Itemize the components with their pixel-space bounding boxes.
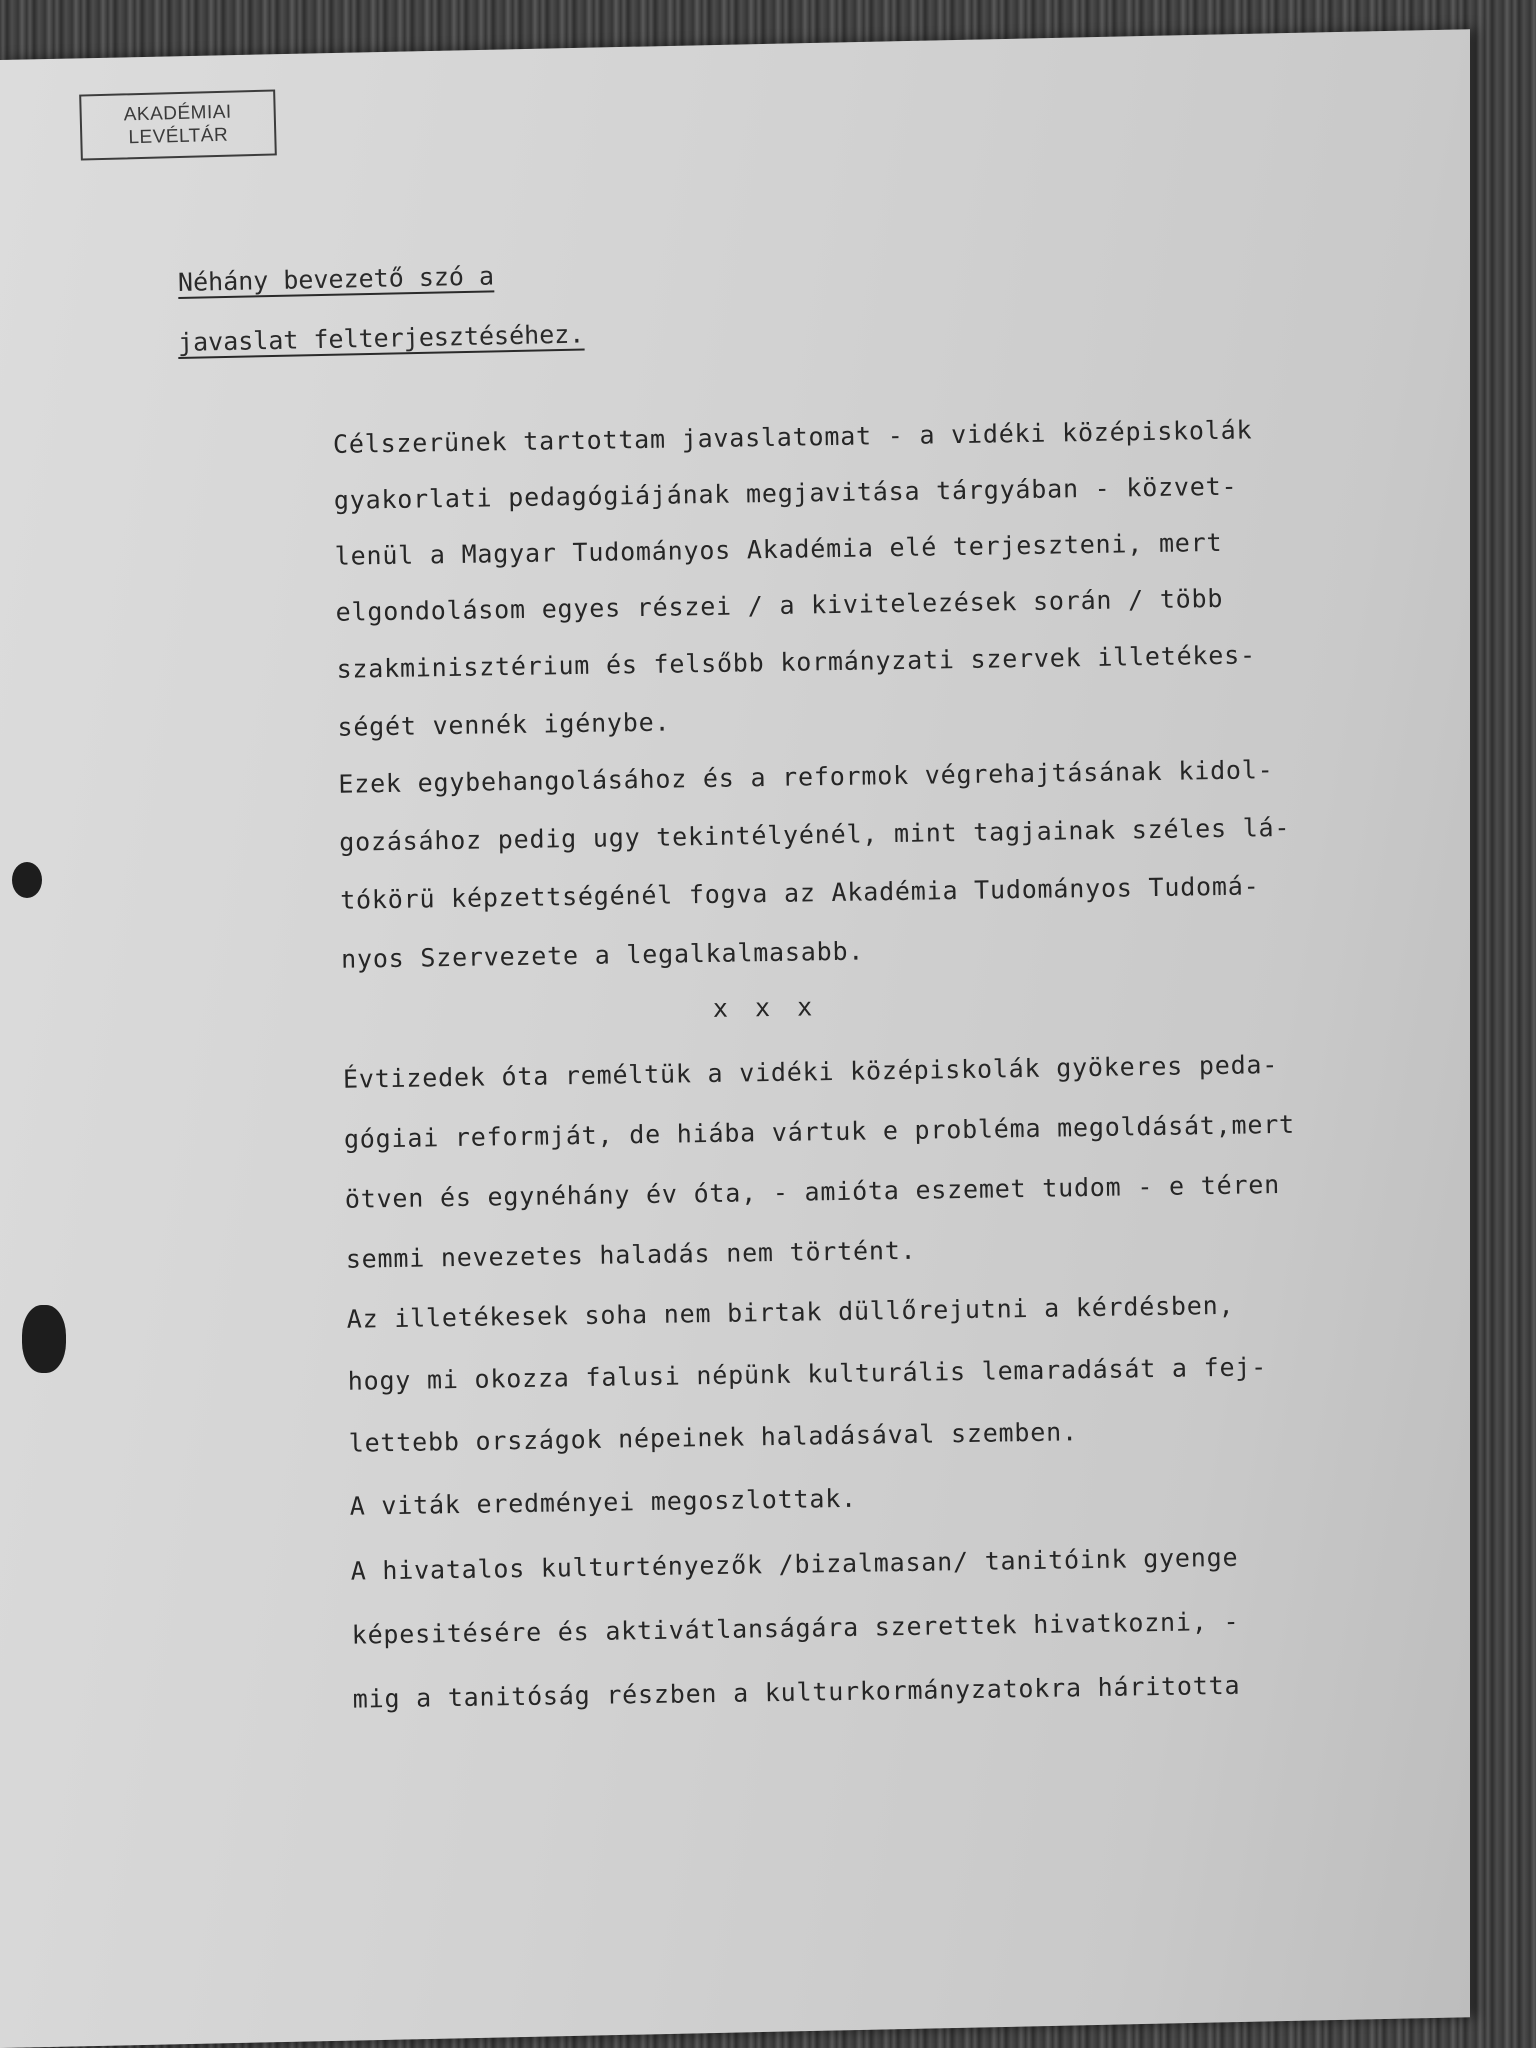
paragraph-2-line: A hivatalos kulturtényezők /bizalmasan/ tanitóink gyenge bbox=[350, 1542, 1239, 1586]
paragraph-2-line: Évtizedek óta reméltük a vidéki középiskolák gyökeres peda- bbox=[342, 1050, 1279, 1094]
paragraph-1-line: Célszerünek tartottam javaslatomat - a vidéki középiskolák bbox=[332, 415, 1253, 459]
paragraph-2-line: semmi nevezetes haladás nem történt. bbox=[345, 1235, 917, 1274]
paragraph-1-line: elgondolásom egyes részei / a kivitelezések során / több bbox=[335, 583, 1224, 627]
paragraph-1-line: nyos Szervezete a legalkalmasabb. bbox=[340, 936, 865, 974]
stamp-line-1: AKADÉMIAI bbox=[123, 101, 232, 126]
paragraph-1-line: gyakorlati pedagógiájának megjavitása tárgyában - közvet- bbox=[333, 471, 1238, 515]
paragraph-2-line: Az illetékesek soha nem birtak düllőrejutni a kérdésben, bbox=[346, 1290, 1235, 1334]
paragraph-1-line: szakminisztérium és felsőbb kormányzati szervek illetékes- bbox=[336, 640, 1257, 684]
stamp-line-2: LEVÉLTÁR bbox=[128, 124, 229, 149]
paragraph-1-line: tókörü képzettségénél fogva az Akadémia Tudományos Tudomá- bbox=[339, 871, 1260, 915]
paragraph-2-line: mig a tanitóság részben a kulturkormányzatokra háritotta bbox=[352, 1670, 1241, 1714]
paragraph-2-line: ötven és egynéhány év óta, - amióta eszemet tudom - e téren bbox=[344, 1170, 1281, 1214]
paragraph-1-line: gozásához pedig ugy tekintélyénél, mint tagjainak széles lá- bbox=[339, 812, 1291, 857]
section-separator: x x x bbox=[712, 992, 819, 1023]
paragraph-2-line: lettebb országok népeinek haladásával szemben. bbox=[348, 1417, 1079, 1458]
paragraph-2-line: hogy mi okozza falusi népünk kulturális lemaradását a fej- bbox=[347, 1352, 1268, 1396]
heading-line-1: Néhány bevezető szó a bbox=[177, 261, 495, 297]
paragraph-2-line: képesitésére és aktivátlanságára szerettek hivatkozni, - bbox=[351, 1606, 1240, 1650]
heading-line-2: javaslat felterjesztéséhez. bbox=[177, 319, 585, 357]
paragraph-2-line: gógiai reformját, de hiába vártuk e probléma megoldását,mert bbox=[343, 1109, 1296, 1154]
paragraph-1-line: ségét vennék igénybe. bbox=[337, 707, 671, 742]
paragraph-1-line: Ezek egybehangolásához és a reformok végrehajtásának kidol- bbox=[338, 755, 1274, 799]
paragraph-1-line: lenül a Magyar Tudományos Akadémia elé terjeszteni, mert bbox=[334, 527, 1223, 571]
paragraph-2-line: A viták eredményei megoszlottak. bbox=[349, 1483, 858, 1521]
